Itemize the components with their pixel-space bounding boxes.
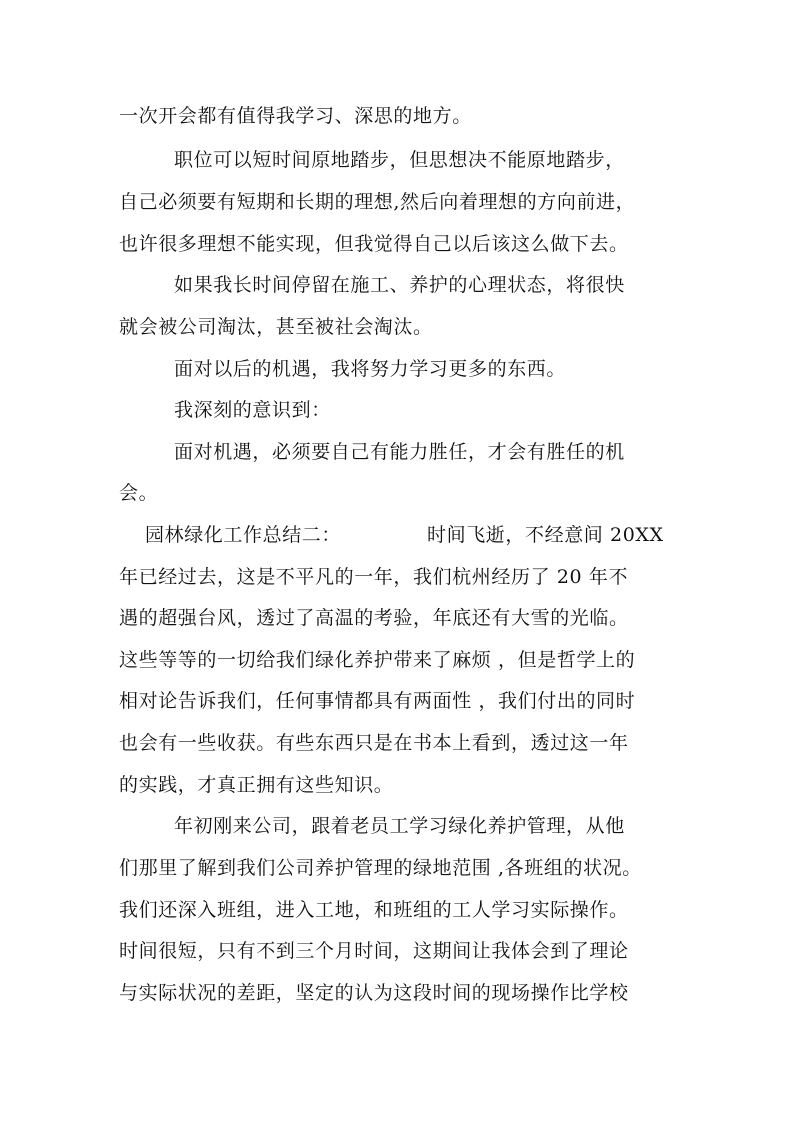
text-line: 们那里了解到我们公司养护管理的绿地范围 ,各班组的状况。 [119, 857, 642, 879]
text-line: 与实际状况的差距，坚定的认为这段时间的现场操作比学校 [119, 982, 629, 1004]
text-line: 也会有一些收获。有些东西只是在书本上看到，透过这一年 [119, 732, 629, 754]
text-line: 如果我长时间停留在施工、养护的心理状态，将很快 [174, 274, 625, 296]
text-line: 时间飞逝，不经意间 20XX [427, 524, 664, 546]
text-line: 遇的超强台风，透过了高温的考验，年底还有大雪的光临。 [119, 607, 629, 629]
text-line: 职位可以短时间原地踏步，但思想决不能原地踏步， [174, 149, 625, 171]
text-line: 面对以后的机遇，我将努力学习更多的东西。 [174, 358, 567, 380]
text-line: 面对机遇，必须要自己有能力胜任，才会有胜任的机 [174, 441, 625, 463]
text-line: 自己必须要有短期和长期的理想,然后向着理想的方向前进， [119, 191, 636, 213]
text-line: 就会被公司淘汰，甚至被社会淘汰。 [119, 316, 433, 338]
text-line: 相对论告诉我们，任何事情都具有两面性 ，我们付出的同时 [119, 690, 636, 712]
text-line: 我深刻的意识到： [174, 399, 331, 421]
text-line: 也许很多理想不能实现，但我觉得自己以后该这么做下去。 [119, 233, 629, 255]
text-line: 一次开会都有值得我学习、深思的地方。 [119, 105, 472, 127]
text-line: 年初刚来公司，跟着老员工学习绿化养护管理，从他 [174, 815, 625, 837]
text-line: 的实践，才真正拥有这些知识。 [119, 774, 394, 796]
text-line: 时间很短，只有不到三个月时间，这期间让我体会到了理论 [119, 940, 629, 962]
text-line: 我们还深入班组，进入工地，和班组的工人学习实际操作。 [119, 899, 629, 921]
text-line: 会。 [119, 482, 159, 504]
text-line: 年已经过去，这是不平凡的一年，我们杭州经历了 20 年不 [119, 566, 629, 588]
section-heading: 园林绿化工作总结二： [145, 524, 342, 546]
text-line: 这些等等的一切给我们绿化养护带来了麻烦 ，但是哲学上的 [119, 649, 636, 671]
